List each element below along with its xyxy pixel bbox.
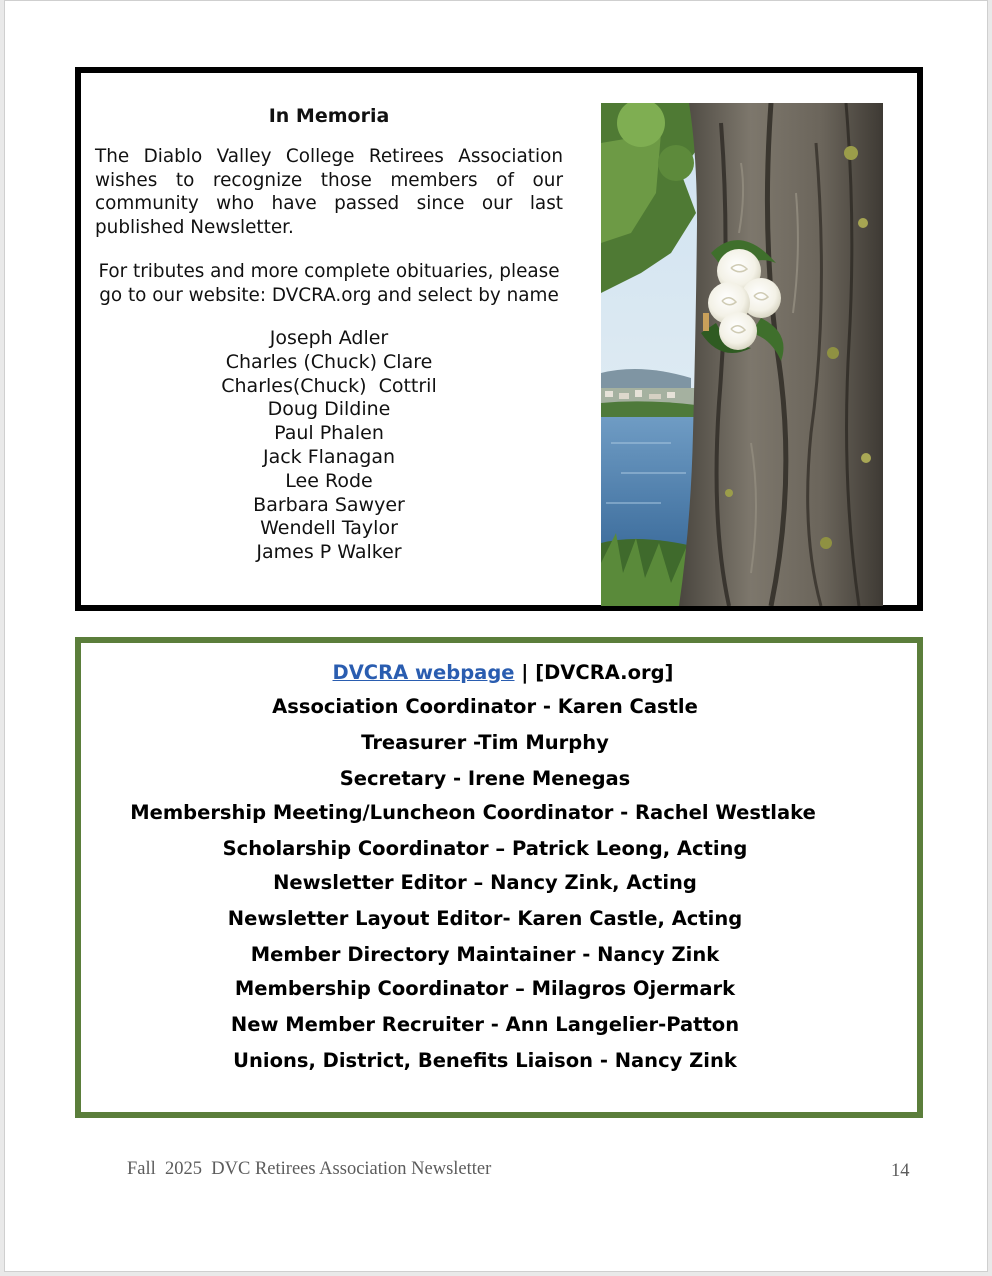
- officer-role: Newsletter Layout Editor- Karen Castle, Acting: [227, 907, 743, 930]
- officer-role: Member Directory Maintainer - Nancy Zink: [250, 943, 720, 966]
- website-domain: | [DVCRA.org]: [514, 661, 674, 684]
- memorial-names-list: [95, 327, 563, 565]
- memorial-name: James P Walker: [256, 541, 402, 564]
- footer-page-number: 14: [891, 1161, 910, 1181]
- in-memoria-intro: The Diablo Valley College Retirees Association wishes to recognize those members of our community who have passed since our last published Newsletter.: [95, 146, 563, 238]
- website-line: [113, 661, 893, 685]
- memorial-name: Paul Phalen: [274, 422, 384, 445]
- memorial-name: Joseph Adler: [269, 327, 389, 349]
- memorial-name: Barbara Sawyer: [253, 493, 405, 516]
- memorial-name: Charles(Chuck) Cottril: [221, 374, 437, 397]
- officer-role: Membership Meeting/Luncheon Coordinator - Rachel Westlake: [130, 801, 816, 824]
- memorial-name: Charles (Chuck) Clare: [225, 350, 433, 373]
- officer-role: Secretary - Irene Menegas: [339, 767, 631, 790]
- officer-role: New Member Recruiter - Ann Langelier-Patton: [230, 1013, 740, 1036]
- memorial-name: Wendell Taylor: [260, 517, 398, 540]
- officer-role: Scholarship Coordinator – Patrick Leong, Acting: [222, 837, 748, 860]
- memorial-photo-roses-on-tree: [601, 103, 883, 606]
- officers-contact-box: [75, 637, 923, 1118]
- in-memoria-text: [95, 103, 563, 565]
- in-memoria-title: In Memoria: [268, 105, 390, 127]
- in-memoria-box: [75, 67, 923, 611]
- officer-role: Newsletter Editor – Nancy Zink, Acting: [273, 871, 697, 894]
- footer-newsletter-title: Fall 2025 DVC Retirees Association Newsletter: [127, 1159, 492, 1179]
- dvcra-webpage-link[interactable]: DVCRA webpage: [332, 661, 515, 684]
- officer-role: Association Coordinator - Karen Castle: [272, 695, 698, 718]
- memorial-name: Lee Rode: [285, 469, 373, 492]
- newsletter-page: [4, 0, 988, 1272]
- officer-role: Treasurer -Tim Murphy: [361, 731, 609, 754]
- in-memoria-tribute-note: For tributes and more complete obituaries, please go to our website: DVCRA.org and select by name: [98, 261, 560, 306]
- memorial-name: Jack Flanagan: [262, 445, 396, 468]
- officer-role: Unions, District, Benefits Liaison - Nancy Zink: [233, 1049, 737, 1072]
- officer-role: Membership Coordinator – Milagros Ojermark: [234, 977, 736, 1000]
- roses-on-tree-image: [601, 103, 883, 606]
- memorial-name: Doug Dildine: [267, 398, 391, 421]
